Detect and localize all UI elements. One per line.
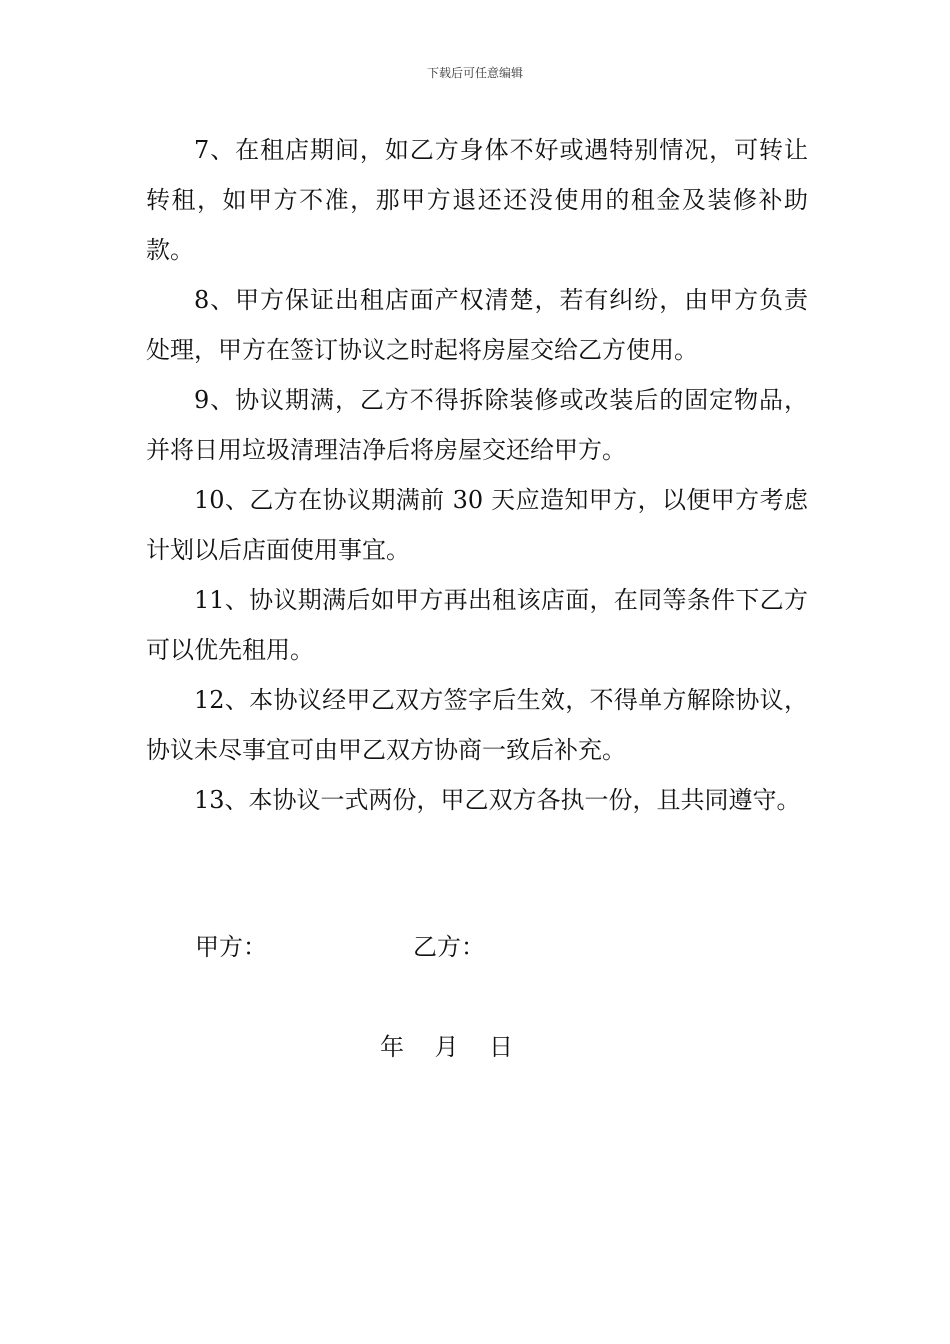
clause-11: 11、协议期满后如甲方再出租该店面，在同等条件下乙方可以优先租用。 [146,586,808,664]
party-a-signature-label: 甲方： [195,933,267,961]
party-b-signature-label: 乙方： [413,933,485,961]
clause-8: 8、甲方保证出租店面产权清楚，若有纠纷，由甲方负责处理，甲方在签订协议之时起将房屋交给乙方使用。 [146,286,808,364]
clause-7: 7、在租店期间，如乙方身体不好或遇特别情况，可转让转租，如甲方不准，那甲方退还还没使用的租金及装修补助款。 [146,136,808,264]
clause-10: 10、乙方在协议期满前 30 天应造知甲方，以便甲方考虑计划以后店面使用事宜。 [146,486,808,564]
date-line: 年 月 日 [380,1033,514,1061]
agreement-clauses [146,125,808,825]
page-header: 下载后可任意编辑 [426,66,523,80]
signature-row [195,922,695,972]
clause-12: 12、本协议经甲乙双方签字后生效，不得单方解除协议，协议未尽事宜可由甲乙双方协商一致后补充。 [146,686,808,764]
clause-13: 13、本协议一式两份，甲乙双方各执一份，且共同遵守。 [194,786,801,814]
clause-9: 9、协议期满，乙方不得拆除装修或改装后的固定物品，并将日用垃圾清理洁净后将房屋交还给甲方。 [146,386,808,464]
